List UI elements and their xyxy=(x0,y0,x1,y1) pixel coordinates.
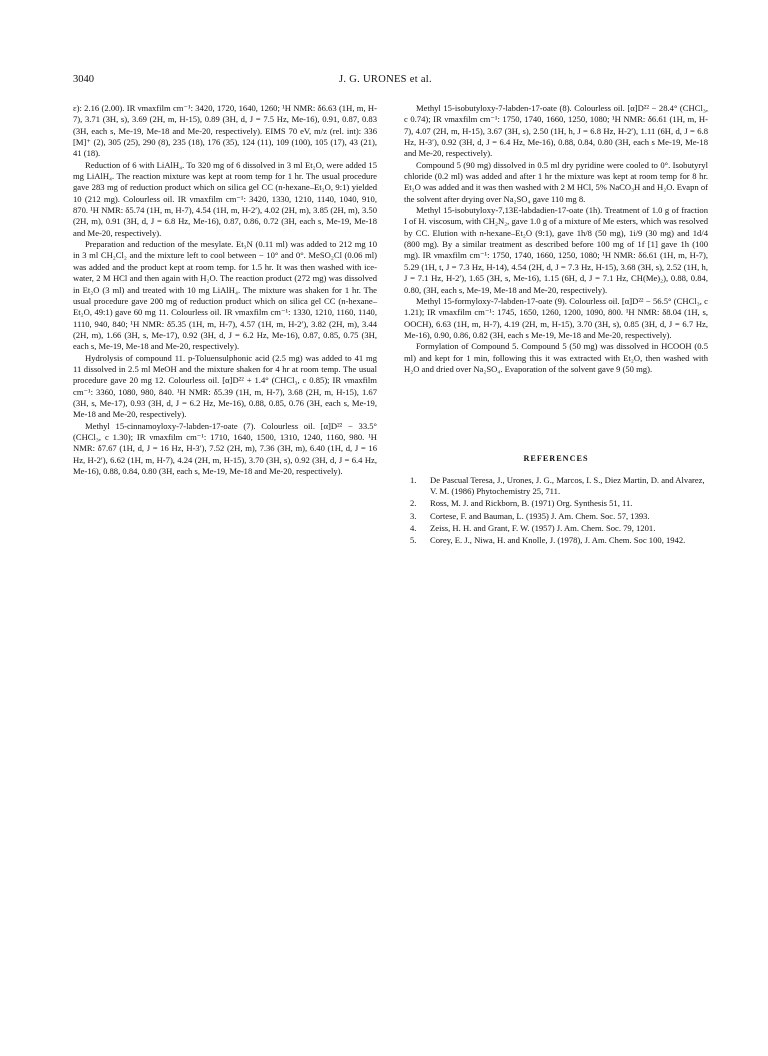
reference-text: Cortese, F. and Bauman, L. (1935) J. Am. Chem. Soc. 57, 1393. xyxy=(430,510,650,521)
paragraph: Methyl 15-cinnamoyloxy-7-labden-17-oate (7). Colourless oil. [α]D²² − 33.5° (CHCl₃, c 1.30); IR νmaxfilm cm⁻¹: 1710, 1640, 1500, 1310, 1240, 1160, 980. ¹H NMR: δ7.67 (1H, d, J = 16 Hz, H-3′), 7.52 (2H, m), 7.36 (3H, m), 6.40 (1H, d, J = 16 Hz, H-2′), 6.62 (1H, m, H-7), 4.24 (2H, m, H-15), 3.70 (3H, s), 0.92 (3H, d, J = 6.4 Hz, Me-16), 0.88, 0.84, 0.80 (3H, each s, Me-19, Me-18 and Me-20, respectively). xyxy=(73,420,377,476)
reference-number: 3. xyxy=(410,510,417,521)
right-column xyxy=(404,103,708,548)
paragraph: Methyl 15-isobutyloxy-7-labden-17-oate (8). Colourless oil. [α]D²² − 28.4° (CHCl₃, c 0.74); IR νmaxfilm cm⁻¹: 1750, 1740, 1660, 1250, 1080; ¹H NMR: δ6.61 (1H, m, H-7), 4.07 (2H, m, H-15), 3.67 (3H, s), 2.50 (1H, h, J = 6.8 Hz, H-2′), 1.11 (6H, d, J = 6.8 Hz, H-3′), 0.92 (3H, d, J = 6.4 Hz, Me-16), 0.88, 0.84, 0.80 (3H, each s Me-19, Me-18 and Me-20, respectively). xyxy=(404,103,708,159)
reference-item xyxy=(404,523,708,534)
reference-number: 2. xyxy=(410,498,417,509)
reference-item xyxy=(404,498,708,509)
reference-item xyxy=(404,475,708,498)
left-column xyxy=(73,103,377,477)
paragraph: Hydrolysis of compound 11. p-Toluensulphonic acid (2.5 mg) was added to 41 mg 11 dissolved in 2.5 ml MeOH and the mixture shaken for 4 hr at room temp. The usual procedure gave 20 mg 12. Colourless oil. [α]D²² + 1.4° (CHCl₃, c 0.85); IR νmaxfilm cm⁻¹: 3360, 1080, 980, 840. ¹H NMR: δ5.39 (1H, m, H-7), 3.68 (2H, m, H-15), 1.67 (3H, s, Me-17), 0.93 (3H, d, J = 6.2 Hz, Me-16), 0.88, 0.85, 0.76 (3H, each s, Me-19, Me-18 and Me-20, respectively). xyxy=(73,352,377,420)
reference-text: Corey, E. J., Niwa, H. and Knolle, J. (1978), J. Am. Chem. Soc 100, 1942. xyxy=(430,535,686,546)
reference-number: 1. xyxy=(410,474,417,485)
reference-text: De Pascual Teresa, J., Urones, J. G., Marcos, I. S., Diez Martin, D. and Alvarez, V. M. (1986) Phytochemistry 25, 711. xyxy=(430,474,705,496)
reference-number: 5. xyxy=(410,535,417,546)
paragraph: Formylation of Compound 5. Compound 5 (50 mg) was dissolved in HCOOH (0.5 ml) and kept for 1 min, following this it was extracted with Et₂O, then washed with H₂O and dried over Na₂SO₄. Evaporation of the solvent gave 9 (50 mg). xyxy=(404,341,708,374)
reference-number: 4. xyxy=(410,522,417,533)
page-header xyxy=(73,74,698,90)
reference-item xyxy=(404,511,708,522)
references-list xyxy=(404,475,708,547)
paragraph: ε): 2.16 (2.00). IR νmaxfilm cm⁻¹: 3420, 1720, 1640, 1260; ¹H NMR: δ6.63 (1H, m, H-7), 3.71 (3H, s), 3.69 (2H, m, H-15), 0.89 (3H, d, J = 7.5 Hz, Me-16), 0.91, 0.87, 0.83 (3H, each s, Me-19, Me-18 and Me-20, respectively). EIMS 70 eV, m/z (rel. int): 336 [M]⁺ (2), 305 (25), 290 (8), 235 (18), 176 (35), 124 (11), 109 (100), 105 (17), 43 (21), 41 (18). xyxy=(73,103,377,159)
right-column-paragraphs xyxy=(404,103,708,375)
running-head-authors: J. G. URONES et al. xyxy=(339,74,432,85)
reference-text: Zeiss, H. H. and Grant, F. W. (1957) J. Am. Chem. Soc. 79, 1201. xyxy=(430,522,656,533)
paragraph: Methyl 15-isobutyloxy-7,13E-labdadien-17-oate (1h). Treatment of 1.0 g of fraction I of H. viscosum, with CH₂N₂, gave 1.0 g of a mixture of Me esters, which was resolved by CC. Elution with n-hexane–Et₂O (9:1), gave 1h/8 (50 mg), 1i/9 (30 mg) and 1d/4 (800 mg). By a similar treatment as described before 100 mg of 1f [1] gave 1h (100 mg). IR νmaxfilm cm⁻¹: 1750, 1740, 1660, 1250, 1080; ¹H NMR: δ6.61 (1H, m, H-7), 5.29 (1H, t, J = 7.3 Hz, H-14), 4.54 (2H, d, J = 7.3 Hz, H-15), 3.68 (3H, s), 2.52 (1H, h, J = 7.1 Hz, H-2′), 1.65 (3H, s, Me-16), 1.15 (6H, d, J = 7.1 Hz, CH(Me)₂), 0.88, 0.84, 0.80, (3H, each s, Me-19, Me-18 and Me-20, respectively). xyxy=(404,205,708,295)
reference-text: Ross, M. J. and Rickborn, B. (1971) Org. Synthesis 51, 11. xyxy=(430,498,633,509)
reference-item xyxy=(404,535,708,546)
paragraph: Methyl 15-formyloxy-7-labden-17-oate (9). Colourless oil. [α]D²² − 56.5° (CHCl₃, c 1.21); IR νmaxfilm cm⁻¹: 1745, 1650, 1260, 1200, 1090, 800. ¹H NMR: δ8.04 (1H, s, OOCH), 6.63 (1H, m, H-7), 4.19 (2H, m, H-15), 3.70 (3H, s), 0.85 (3H, d, J = 6.7 Hz, Me-16), 0.90, 0.86, 0.82 (3H, each s Me-19, Me-18 and Me-20, respectively). xyxy=(404,295,708,340)
references-heading: REFERENCES xyxy=(523,454,589,464)
paragraph: Compound 5 (90 mg) dissolved in 0.5 ml dry pyridine were cooled to 0°. Isobutyryl chloride (0.2 ml) was added and after 1 hr the mixture was kept at room temp for 8 hr. Et₂O was added and it was then washed with 2 M HCl, 5% NaCO₃H and H₂O. Evapn of the solvent after drying over Na₂SO₄ gave 110 mg 8. xyxy=(404,159,708,204)
page-number: 3040 xyxy=(73,74,94,85)
paragraph: Preparation and reduction of the mesylate. Et₃N (0.11 ml) was added to 212 mg 10 in 3 ml CH₂Cl₂ and the mixture left to cool between − 10° and 0°. MeSO₂Cl (0.06 ml) was added and the product kept at room temp. for 1.5 hr. It was then washed with ice-water, 2 M HCl and then again with H₂O. The reaction product (272 mg) was dissolved in Et₂O (3 ml) and treated with 10 mg LiAlH₄. The mixture was shaken for 1 hr. The usual procedure gave 200 mg of reduction product which on silica gel CC (n-hexane–Et₂O, 49:1) gave 60 mg 11. Colourless oil. IR νmaxfilm cm⁻¹: 1330, 1210, 1160, 1140, 1110, 940, 840; ¹H NMR: δ5.35 (1H, m, H-7), 4.57 (1H, m, H-2′), 3.82 (2H, m), 3.44 (2H, m), 1.66 (3H, s, Me-17), 0.92 (3H, d, J = 6.2 Hz, Me-16), 0.87, 0.85, 0.75 (3H, each s, Me-19, Me-18 and Me-20, respectively). xyxy=(73,239,377,352)
paragraph: Reduction of 6 with LiAlH₄. To 320 mg of 6 dissolved in 3 ml Et₂O, were added 15 mg LiAlH₄. The reaction mixture was kept at room temp for 1 hr. The usual procedure gave 283 mg of reduction product which on silica gel CC (n-hexane–Et₂O, 9:1) yielded 10 (212 mg). Colourless oil. IR νmaxfilm cm⁻¹: 3420, 1330, 1210, 1140, 1040, 910, 870. ¹H NMR: δ5.74 (1H, m, H-7), 4.54 (1H, m, H-2′), 4.02 (2H, m), 3.85 (2H, m), 3.50 (2H, m), 0.91 (3H, d, J = 6.8 Hz, Me-16), 0.87, 0.86, 0.72 (3H, each s, Me-19, Me-18 and Me-20, respectively). xyxy=(73,159,377,238)
